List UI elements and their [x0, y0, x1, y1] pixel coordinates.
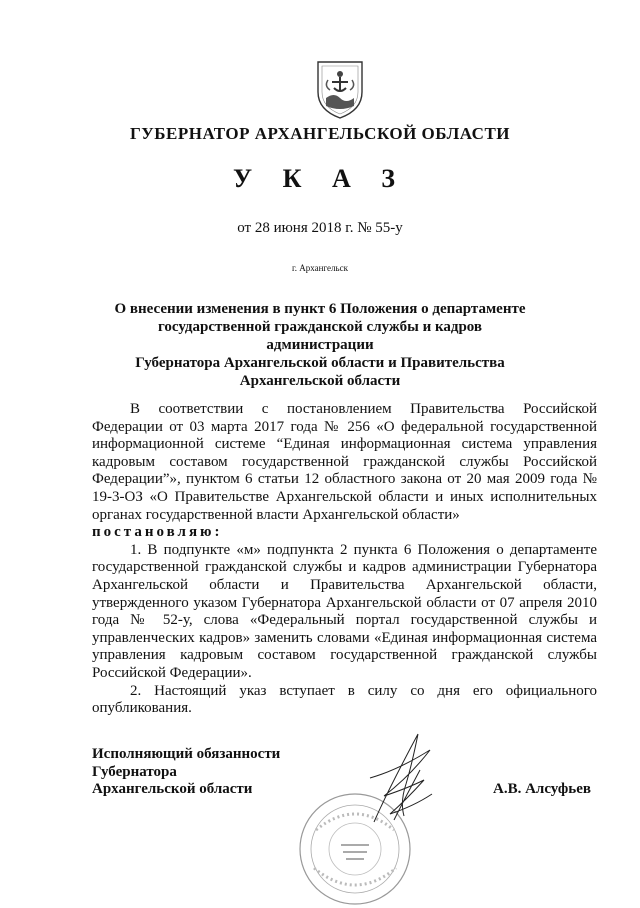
- document-date-number: от 28 июня 2018 г. № 55-у: [237, 220, 403, 236]
- decree-body: [92, 401, 597, 718]
- decree-word: постановляю:: [92, 524, 223, 541]
- document-type-title: У К А З: [233, 164, 407, 193]
- issue-city: г. Архангельск: [292, 263, 348, 273]
- preamble-paragraph: В соответствии с постановлением Правительства Российской Федерации от 03 марта 2017 года № 256 «О федеральной государственной информационной системе “Единая информационная система управления кадровым составом государственной гражданской службы Российской Федерации”», пунктом 6 статьи 12 областного закона от 20 мая 2009 года № 19-3-ОЗ «О Правительстве Архангельской области и иных исполнительных органах государственной власти Архангельской области»: [92, 401, 597, 523]
- subject-line: Губернатора Архангельской области и Правительства: [135, 355, 505, 371]
- item-2-paragraph: 2. Настоящий указ вступает в силу со дня его официального опубликования.: [92, 682, 597, 717]
- subject-line: О внесении изменения в пункт 6 Положения о департаменте: [114, 301, 526, 317]
- handwritten-signature-icon: [360, 730, 440, 830]
- issuing-authority: ГУБЕРНАТОР АРХАНГЕЛЬСКОЙ ОБЛАСТИ: [129, 124, 511, 143]
- decree-word-paragraph: [92, 524, 597, 542]
- signatory-name: А.В. Алсуфьев: [493, 781, 591, 797]
- signatory-title-line: Архангельской области: [92, 781, 253, 798]
- item-1-paragraph: 1. В подпункте «м» подпункта 2 пункта 6 Положения о департаменте государственной гражданской службы и кадров администрации Губернатора Архангельской области и Правительства Архангельской области, утвержденного указом Губернатора Архангельской области от 07 апреля 2010 года № 52-у, слова «Федеральный портал государственной службы и управленческих кадров» заменить словами «Единая информационная система управления кадровым составом государственной гражданской службы Российской Федерации».: [92, 541, 597, 681]
- signatory-title-line: Губернатора: [92, 763, 177, 780]
- signatory-title: [92, 746, 280, 799]
- signatory-title-line: Исполняющий обязанности: [92, 746, 281, 762]
- subject-line: государственной гражданской службы и кадров администрации: [157, 319, 483, 353]
- arkhangelsk-coat-of-arms-icon: [314, 58, 366, 120]
- subject-line: Архангельской области: [239, 373, 401, 389]
- decree-subject: [110, 300, 530, 390]
